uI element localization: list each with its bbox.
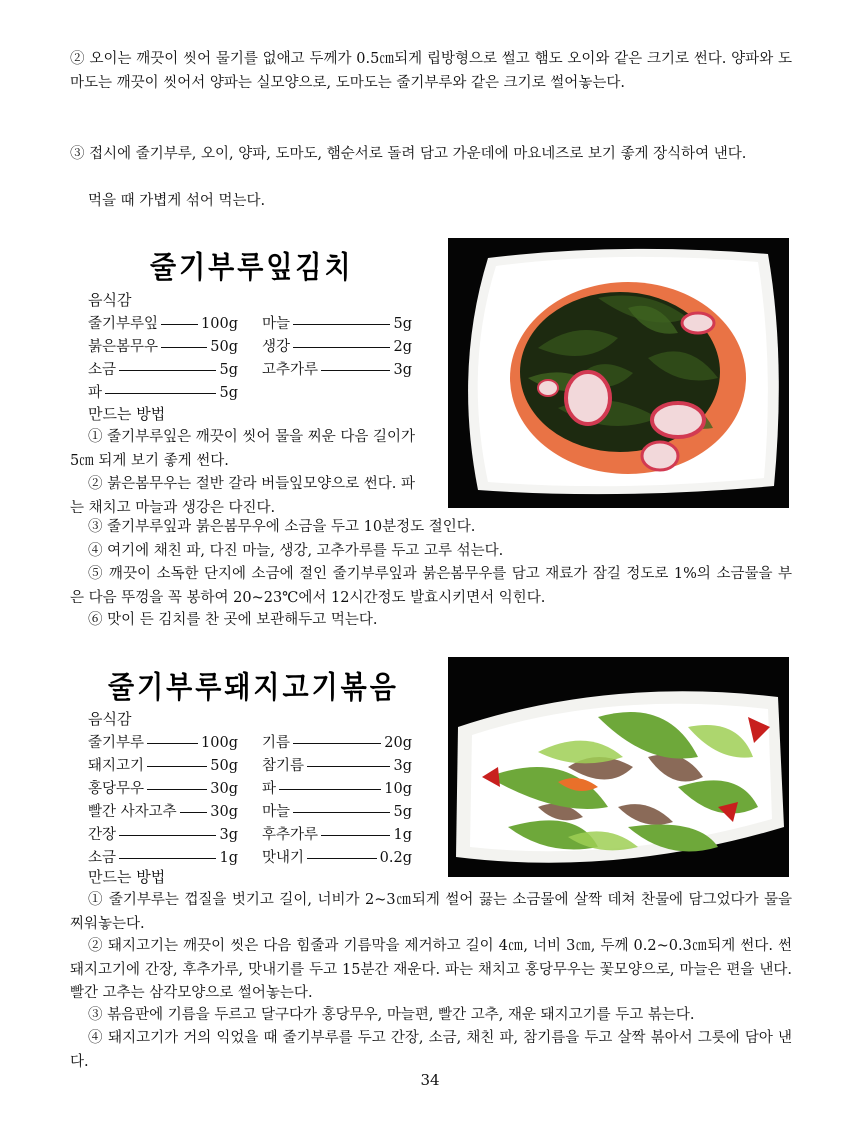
ingredient-row: 마늘 5g (262, 804, 412, 820)
recipe-1-method-label: 만드는 방법 (88, 405, 166, 423)
ingredient-row: 생강 2g (262, 339, 412, 355)
ingredient-row: 간장 3g (88, 827, 238, 843)
recipe-1-step-2: ② 붉은봄무우는 절반 갈라 버들잎모양으로 썬다. 파는 채치고 마늘과 생강은 다진다. (70, 476, 415, 516)
recipe-2-step-4: ④ 돼지고기가 거의 익었을 때 줄기부루를 두고 간장, 소금, 채친 파, 참기름을 두고 살짝 볶아서 그릇에 담아 낸다. (70, 1030, 792, 1070)
ingredient-row: 줄기부루잎 100g (88, 316, 238, 332)
ingredient-row: 돼지고기 50g (88, 758, 238, 774)
ingredient-row: 홍당무우 30g (88, 781, 238, 797)
ingredient-row: 파 10g (262, 781, 412, 797)
ingredient-row: 맛내기 0.2g (262, 850, 412, 866)
recipe-1-title: 줄기부루잎김치 (150, 250, 354, 286)
ingredient-row: 붉은봄무우 50g (88, 339, 238, 355)
recipe-2-method-label: 만드는 방법 (88, 868, 166, 886)
recipe-2-ingredients-label: 음식감 (88, 710, 132, 728)
recipe-1-step-1: ① 줄기부루잎은 깨끗이 씻어 물을 찌운 다음 길이가 5㎝ 되게 보기 좋게 썬다. (70, 429, 415, 469)
recipe-1-step-6: ⑥ 맛이 든 김치를 찬 곳에 보관해두고 먹는다. (88, 612, 378, 628)
recipe-1-ingredients-label: 음식감 (88, 291, 132, 309)
intro-note: 먹을 때 가볍게 섞어 먹는다. (88, 193, 266, 209)
ingredient-row: 줄기부루 100g (88, 735, 238, 751)
recipe-1-step-3: ③ 줄기부루잎과 붉은봄무우에 소금을 두고 10분정도 절인다. (88, 519, 476, 535)
intro-step-2: ② 오이는 깨끗이 씻어 물기를 없애고 두께가 0.5㎝되게 립방형으로 썰고 햄도 오이와 같은 크기로 썬다. 양파와 도마도는 깨끗이 씻어서 양파는 실모양으로, 도마도는 줄기부루와 같은 크기로 썰어놓는다. (70, 51, 792, 91)
page-number: 34 (420, 1071, 440, 1089)
recipe-2-step-3: ③ 볶음판에 기름을 두르고 달구다가 홍당무우, 마늘편, 빨간 고추, 재운 돼지고기를 두고 볶는다. (88, 1007, 695, 1023)
stirfry-dish-image (448, 657, 789, 877)
kimchi-photo (448, 238, 789, 508)
recipe-2-step-2: ② 돼지고기는 깨끗이 씻은 다음 힘줄과 기름막을 제거하고 길이 4㎝, 너비 3㎝, 두께 0.2~0.3㎝되게 썬다. 썬 돼지고기에 간장, 후추가루, 맛내기를 두고 15분간 재운다. 파는 채치고 홍당무우는 꽃모양으로, 마늘은 편을 낸다. 빨간 고추는 삼각모양으로 썰어놓는다. (70, 938, 792, 1001)
ingredient-row: 소금 5g (88, 362, 238, 378)
intro-step-3: ③ 접시에 줄기부루, 오이, 양파, 도마도, 햄순서로 돌려 담고 가운데에 마요네즈로 보기 좋게 장식하여 낸다. (70, 146, 747, 162)
kimchi-dish-image (448, 238, 789, 508)
ingredient-row: 고추가루 3g (262, 362, 412, 378)
recipe-1-step-4: ④ 여기에 채친 파, 다진 마늘, 생강, 고추가루를 두고 고루 섞는다. (88, 543, 504, 559)
stirfry-photo (448, 657, 789, 877)
ingredient-row: 빨간 사자고추 30g (88, 804, 238, 820)
ingredient-row: 마늘 5g (262, 316, 412, 332)
recipe-2-title: 줄기부루돼지고기볶음 (108, 670, 399, 706)
ingredient-row: 후추가루 1g (262, 827, 412, 843)
ingredient-row: 파 5g (88, 385, 238, 401)
recipe-1-step-5: ⑤ 깨끗이 소독한 단지에 소금에 절인 줄기부루잎과 붉은봄무우를 담고 재료가 잠길 정도로 1%의 소금물을 부은 다음 뚜껑을 꼭 봉하여 20~23℃에서 12시간정도 발효시키면서 익힌다. (70, 566, 792, 606)
ingredient-row: 참기름 3g (262, 758, 412, 774)
recipe-2-step-1: ① 줄기부루는 껍질을 벗기고 길이, 너비가 2~3㎝되게 썰어 끓는 소금물에 살짝 데쳐 찬물에 담그었다가 물을 찌워놓는다. (70, 892, 792, 932)
ingredient-row: 소금 1g (88, 850, 238, 866)
ingredient-row: 기름 20g (262, 735, 412, 751)
